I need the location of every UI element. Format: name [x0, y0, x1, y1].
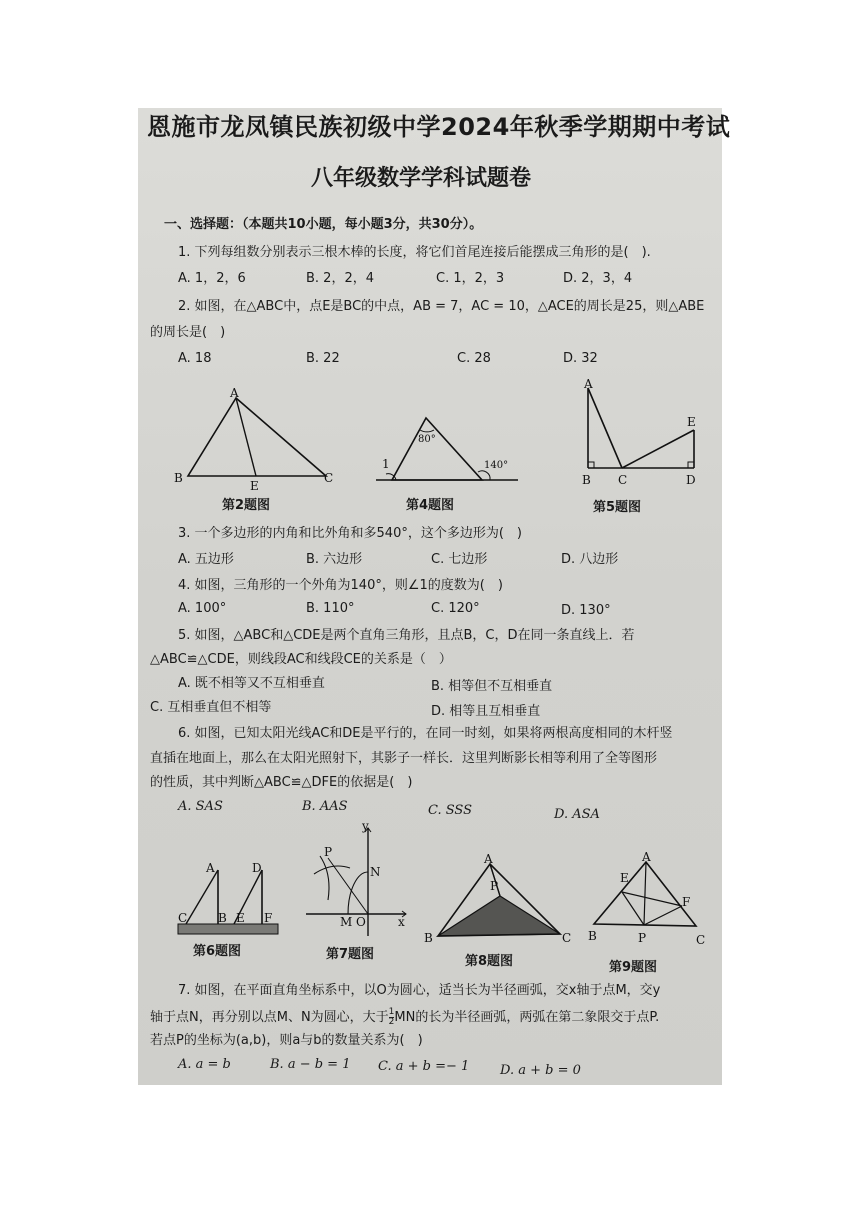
q6-line1: 6. 如图，已知太阳光线AC和DE是平行的，在同一时刻，如果将两根高度相同的木杆竖 [178, 726, 673, 741]
q7-option-b: B. a − b = 1 [270, 1057, 351, 1072]
q5-line1: 5. 如图，△ABC和△CDE是两个直角三角形，且点B，C，D在同一条直线上．若 [178, 628, 635, 643]
q7-line2-suffix: MN的长为半径画弧，两弧在第二象限交于点P. [394, 1010, 660, 1025]
q1-option-a: A. 1，2，6 [178, 271, 246, 286]
q7-line3: 若点P的坐标为(a,b)，则a与b的数量关系为( ) [150, 1033, 423, 1048]
q7-option-c: C. a + b =− 1 [378, 1059, 470, 1074]
q3-option-a: A. 五边形 [178, 552, 234, 567]
fig6-caption: 第6题图 [193, 944, 242, 959]
fig7-label-p: P [324, 845, 333, 859]
q6-line2: 直插在地面上，那么在太阳光照射下，其影子一样长．这里判断影长相等利用了全等图形 [150, 751, 658, 766]
q2-line2: 的周长是( ) [150, 325, 226, 340]
q2-option-b: B. 22 [306, 351, 340, 366]
q5-option-d: D. 相等且互相垂直 [431, 704, 541, 719]
fig4-caption: 第4题图 [406, 498, 455, 513]
fig6-label-d: D [252, 861, 262, 875]
fig9-caption: 第9题图 [609, 960, 658, 975]
fig2-label-c: C [324, 471, 334, 485]
fig9-label-p: P [638, 931, 647, 945]
q2-line1: 2. 如图，在△ABC中，点E是BC的中点，AB = 7，AC = 10，△ACE的周长是25，则△ABE [178, 299, 705, 314]
fig9-label-a: A [642, 850, 651, 864]
figure-q9-triangle [586, 848, 710, 948]
q7-option-d: D. a + b = 0 [500, 1063, 581, 1078]
q6-option-c: C. SSS [428, 803, 473, 818]
fig7-label-x: x [398, 915, 405, 929]
fig4-angle-140: 140° [484, 460, 509, 471]
fig8-caption: 第8题图 [465, 954, 514, 969]
q5-option-b: B. 相等但不互相垂直 [431, 679, 553, 694]
q5-option-a: A. 既不相等又不互相垂直 [178, 676, 325, 691]
q4-option-d: D. 130° [561, 603, 611, 618]
q1-option-c: C. 1，2，3 [436, 271, 505, 286]
fig9-label-c: C [696, 933, 706, 947]
fig2-label-e: E [250, 479, 259, 493]
fig5-label-c: C [618, 473, 628, 487]
figure-q2-triangle [170, 386, 350, 494]
fig4-angle-80: 80° [418, 434, 436, 445]
q4-option-c: C. 120° [431, 601, 480, 616]
q2-option-c: C. 28 [457, 351, 491, 366]
q2-option-d: D. 32 [563, 351, 598, 366]
fig9-label-f: F [682, 895, 691, 909]
fig7-label-y: y [362, 822, 369, 833]
q3-option-d: D. 八边形 [561, 552, 619, 567]
fig7-caption: 第7题图 [326, 947, 375, 962]
fig8-label-a: A [484, 852, 493, 866]
fig6-label-e: E [236, 911, 245, 925]
fig9-label-b: B [588, 929, 597, 943]
frac-denominator: 2 [388, 1017, 395, 1027]
figure-q4-triangle [372, 408, 522, 488]
q1-option-b: B. 2，2，4 [306, 271, 374, 286]
fig6-label-b: B [218, 911, 227, 925]
q4-stem: 4. 如图，三角形的一个外角为140°，则∠1的度数为( ) [178, 578, 503, 593]
fig6-label-c: C [178, 911, 188, 925]
fig5-label-e: E [687, 415, 696, 429]
fig7-label-o: O [356, 915, 366, 929]
fig5-label-d: D [686, 473, 696, 487]
fig2-caption: 第2题图 [222, 498, 271, 513]
exam-subtitle: 八年级数学学科试题卷 [311, 166, 532, 191]
fig6-label-f: F [264, 911, 273, 925]
fig9-label-e: E [620, 871, 629, 885]
section-heading: 一、选择题：（本题共10小题，每小题3分，共30分）。 [164, 217, 483, 232]
fig8-label-b: B [424, 931, 433, 945]
q2-option-a: A. 18 [178, 351, 212, 366]
fig7-label-n: N [370, 865, 381, 879]
q6-line3: 的性质，其中判断△ABC≌△DFE的依据是( ) [150, 775, 413, 790]
q7-line2 [150, 1008, 659, 1027]
fig5-label-a: A [584, 378, 593, 391]
q6-option-b: B. AAS [302, 799, 348, 814]
q1-option-d: D. 2，3，4 [563, 271, 633, 286]
figure-q7-coordinates [302, 822, 412, 942]
q6-option-d: D. ASA [554, 807, 600, 822]
figure-q8-triangle [420, 850, 572, 946]
figure-q5-triangles [576, 378, 706, 488]
q7-line1: 7. 如图，在平面直角坐标系中，以O为圆心，适当长为半径画弧，交x轴于点M，交y [178, 983, 661, 998]
q7-line2-prefix: 轴于点N，再分别以点M、N为圆心，大于 [150, 1010, 389, 1025]
fig2-label-a: A [230, 386, 239, 400]
q3-option-b: B. 六边形 [306, 552, 363, 567]
fig7-label-m: M [340, 915, 353, 929]
fig6-label-a: A [206, 861, 215, 875]
fig2-label-b: B [174, 471, 183, 485]
q1-stem: 1. 下列每组数分别表示三根木棒的长度，将它们首尾连接后能摆成三角形的是( ). [178, 245, 651, 260]
q3-stem: 3. 一个多边形的内角和比外角和多540°，这个多边形为( ) [178, 526, 522, 541]
fig8-label-p: P [490, 879, 499, 893]
exam-title: 恩施市龙凤镇民族初级中学2024年秋季学期期中考试 [147, 113, 731, 141]
fig8-label-c: C [562, 931, 572, 945]
figure-q6-poles [172, 852, 284, 942]
q4-option-a: A. 100° [178, 601, 227, 616]
q7-option-a: A. a = b [178, 1057, 231, 1072]
fig5-label-b: B [582, 473, 591, 487]
q5-option-c: C. 互相垂直但不相等 [150, 700, 272, 715]
fig5-caption: 第5题图 [593, 500, 642, 515]
frac-numerator: 1 [388, 1007, 395, 1017]
q3-option-c: C. 七边形 [431, 552, 488, 567]
fig4-angle-1: 1 [382, 457, 390, 471]
q6-option-a: A. SAS [178, 799, 223, 814]
q4-option-b: B. 110° [306, 601, 355, 616]
q5-line2: △ABC≌△CDE，则线段AC和线段CE的关系是（ ） [150, 652, 452, 667]
